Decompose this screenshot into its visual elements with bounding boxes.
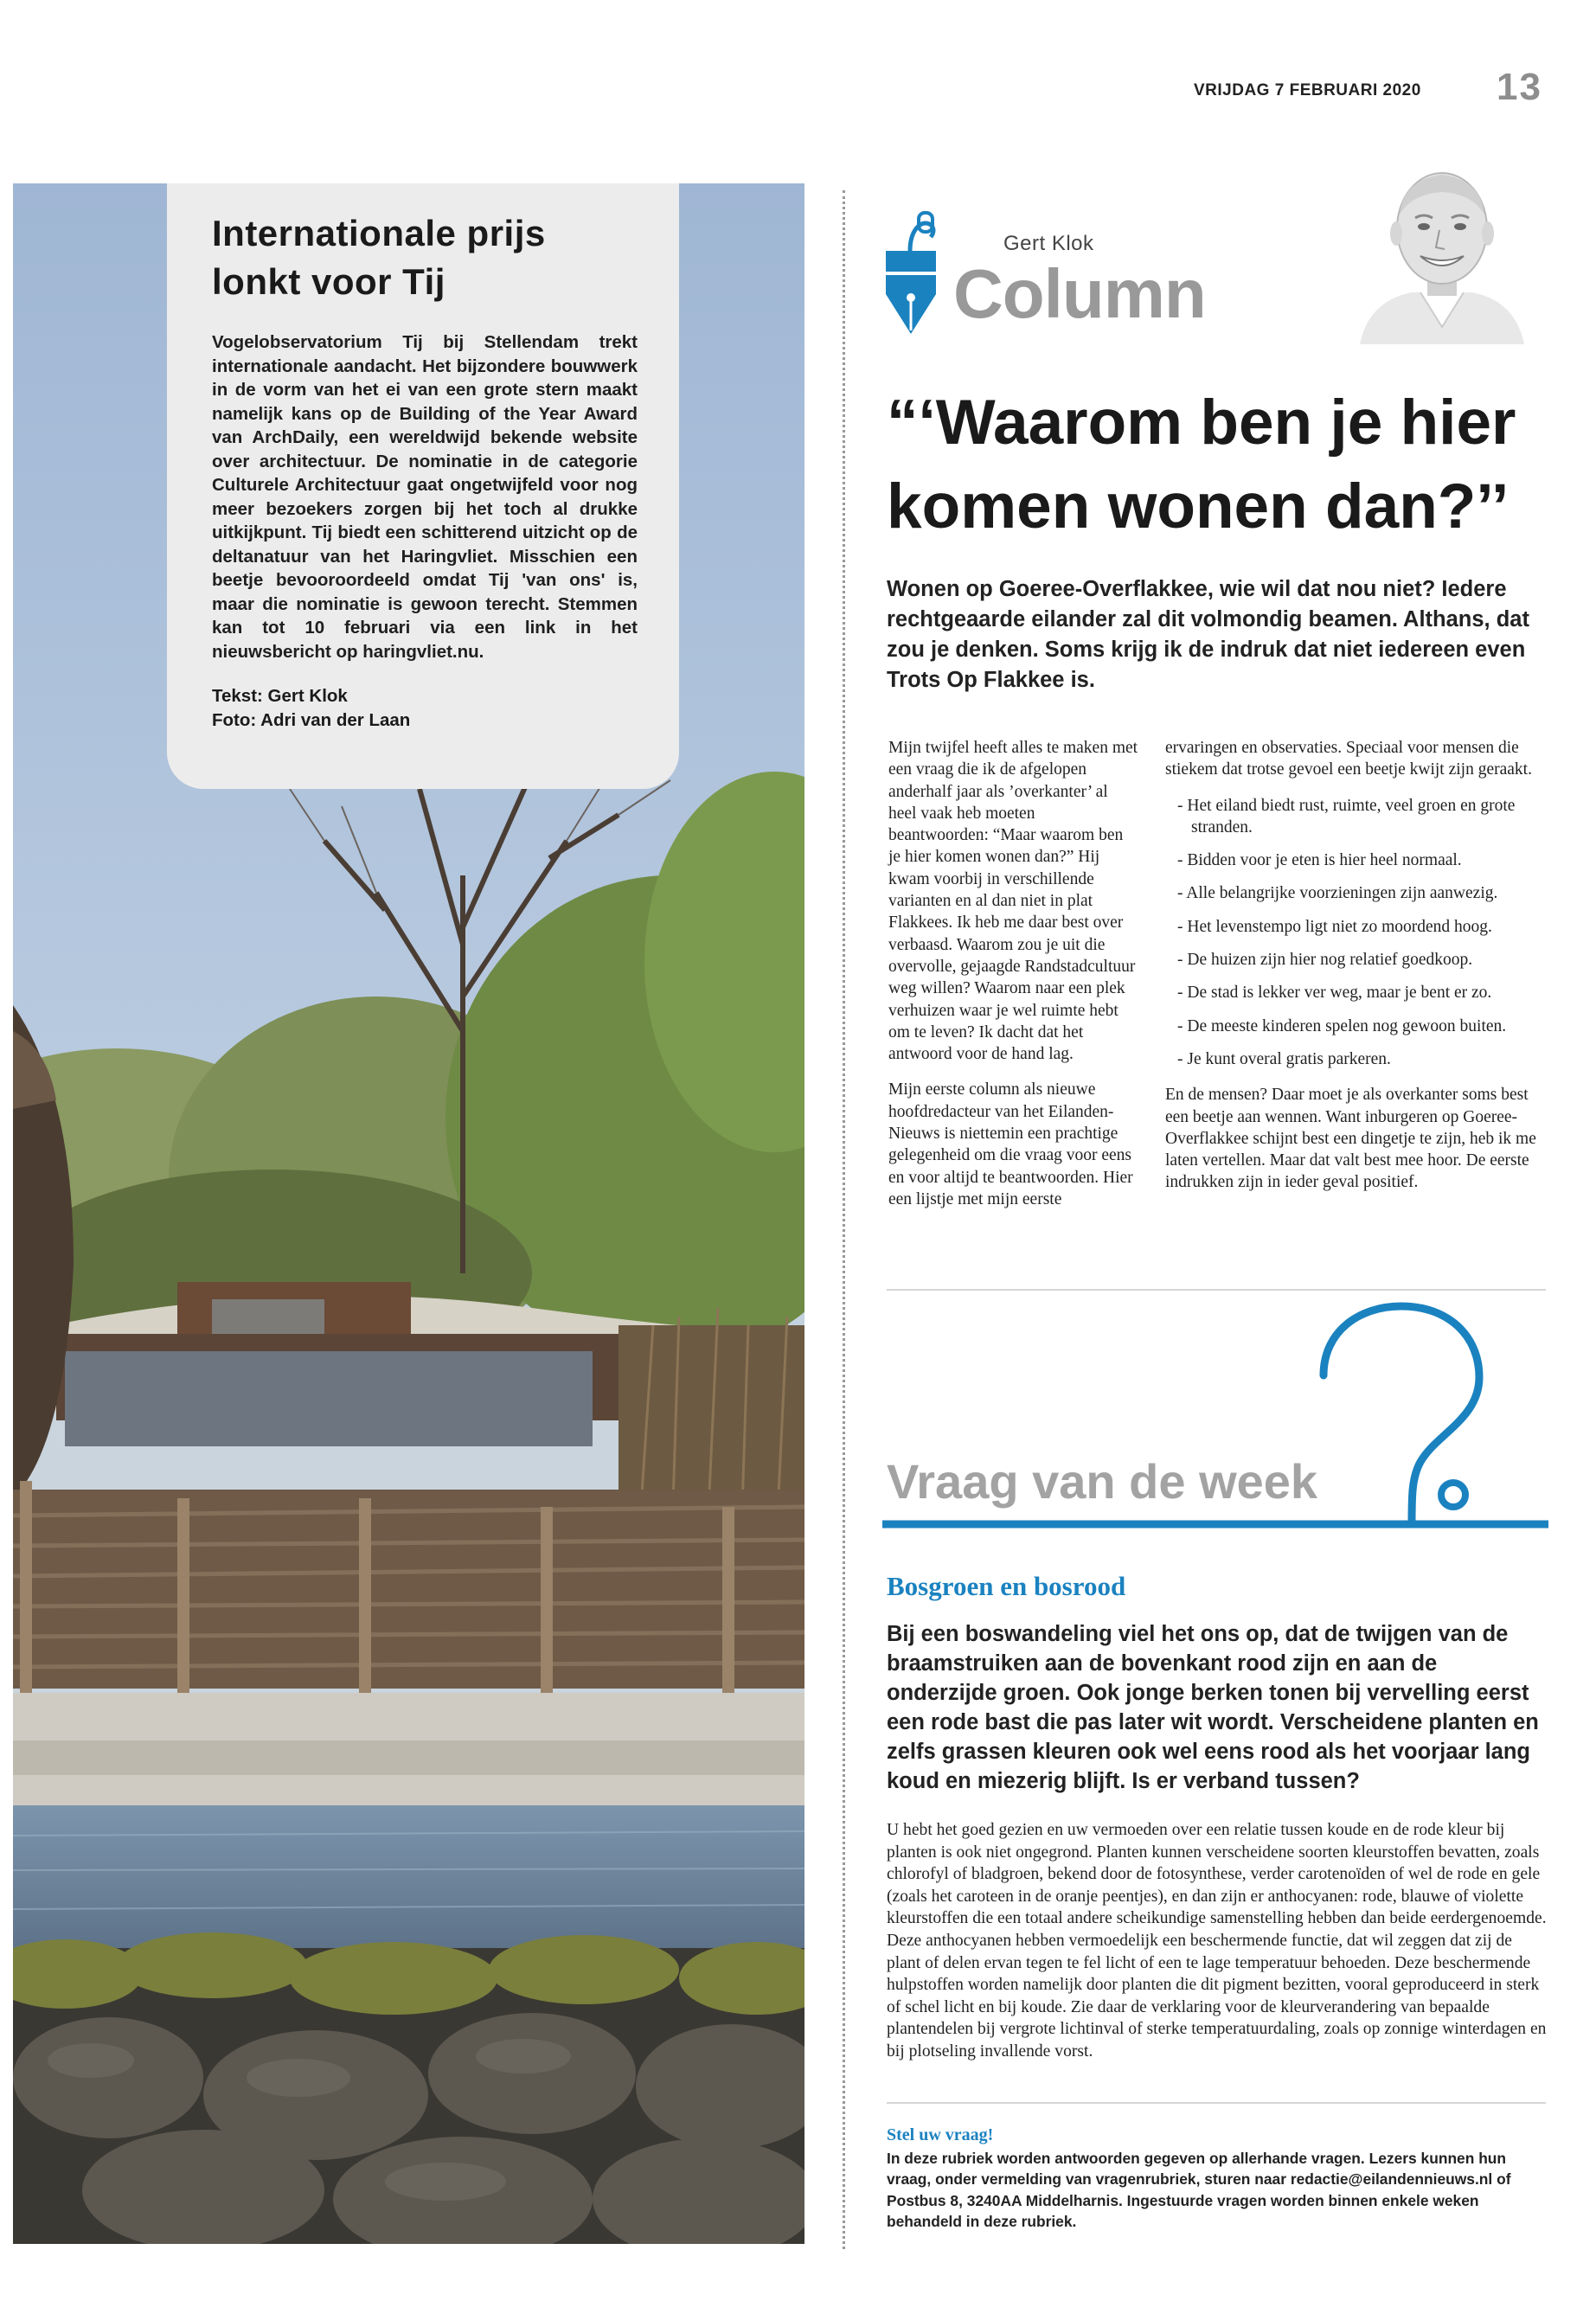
list-item: - Het levenstempo ligt niet zo moordend hoog. xyxy=(1177,917,1492,936)
column-divider xyxy=(843,190,845,2249)
infobox-title-line2: lonkt voor Tij xyxy=(212,261,445,302)
column-intro: Wonen op Goeree-Overflakkee, wie wil dat nou niet? Iedere rechtgeaarde eilander zal dit volmondig beamen. Althans, dat zou je denken. Soms krijg ik de indruk dat niet iedereen even Trots Op Flakkee is. xyxy=(887,577,1529,692)
infobox-credits xyxy=(212,684,638,732)
section-divider xyxy=(887,1289,1546,1291)
infobox-body: Vogelobservatorium Tij bij Stellendam trekt internationale aandacht. Het bijzondere bouwwerk in de vorm van het ei van een grote stern maakt namelijk kans op de Building of the Year Award van ArchDaily, een wereldwijd bekende website over architectuur. De nominatie in de categorie Culturele Architectuur gaat ongetwijfeld voor nog meer bezoekers zorgen bij het toch al drukke uitkijkpunt. Tij biedt een schitterend uitzicht op de deltanatuur van het Haringvliet. Misschien een beetje bevooroordeeld omdat Tij 'van ons' is, maar die nominatie is gewoon terecht. Stemmen kan tot 10 februari via een link in het nieuwsbericht op haringvliet.nu. xyxy=(212,332,638,662)
list-item: - De meeste kinderen spelen nog gewoon buiten. xyxy=(1177,1016,1507,1035)
credit-photo: Foto: Adri van der Laan xyxy=(212,709,411,730)
list-item: - Bidden voor je eten is hier heel normaal. xyxy=(1177,851,1462,870)
column-paragraph-3: ervaringen en observaties. Speciaal voor mensen die stiekem dat trotse gevoel een beetje kwijt zijn geraakt. xyxy=(1165,739,1532,779)
headline-line2: komen wonen dan?’’ xyxy=(887,471,1509,542)
section-divider xyxy=(887,2102,1546,2104)
author-portrait xyxy=(1360,154,1524,344)
credit-text: Tekst: Gert Klok xyxy=(212,686,348,706)
award-infobox xyxy=(167,183,679,789)
column-body-left xyxy=(888,737,1139,1224)
fountain-pen-mouse-icon xyxy=(884,211,938,342)
list-item: - Het eiland biedt rust, ruimte, veel groen en grote stranden. xyxy=(1177,796,1516,836)
list-item: - Alle belangrijke voorzieningen zijn aanwezig. xyxy=(1177,884,1498,903)
vraag-question: Bij een boswandeling viel het ons op, dat de twijgen van de braamstruiken aan de bovenkant rood zijn en aan de onderzijde groen. Ook jonge berken tonen bij vervelling eerst een rode bast die pas later wit wordt. Verscheidene planten en zelfs grassen kleuren ook wel eens rood als het voorjaar lang koud en miezerig blijft. Is er verband tussen? xyxy=(887,1622,1539,1793)
column-headline xyxy=(887,381,1570,548)
vraag-subtitle: Bosgroen en bosrood xyxy=(887,1571,1126,1601)
column-paragraph-4: En de mensen? Daar moet je als overkanter soms best een beetje aan wennen. Want inburgeren op Goeree-Overflakkee schijnt best een dingetje te zijn, heb ik me laten vertellen. Maar dat valt best mee hoor. De eerste indrukken zijn in ieder geval positief. xyxy=(1165,1086,1536,1192)
vraag-label: Vraag van de week xyxy=(887,1454,1318,1509)
list-item: - De stad is lekker ver weg, maar je bent er zo. xyxy=(1177,984,1492,1003)
ask-title: Stel uw vraag! xyxy=(887,2125,994,2144)
list-item: - De huizen zijn hier nog relatief goedkoop. xyxy=(1177,951,1473,970)
column-author: Gert Klok xyxy=(1003,232,1094,255)
column-paragraph-1: Mijn twijfel heeft alles te maken met een vraag die ik de afgelopen anderhalf jaar als ’overkanter’ al heel vaak heb moeten beantwoorden: “Maar waarom ben je hier komen wonen dan?” Hij kwam voorbij in verschillende varianten en al dan niet in plat Flakkees. Ik heb me daar best over verbaasd. Waarom zou je uit die overvolle, gejaagde Randstadcultuur weg willen? Waarom naar een plek verhuizen waar je wel ruimte hebt om te leven? Ik dacht dat het antwoord voor de hand lag. xyxy=(888,739,1138,1064)
column-label: Column xyxy=(953,255,1206,332)
page-number: 13 xyxy=(1497,66,1542,108)
column-paragraph-2: Mijn eerste column als nieuwe hoofdredacteur van het Eilanden-Nieuws is niettemin een prachtige gelegenheid om die vraag voor eens en voor altijd te beantwoorden. Hier een lijstje met mijn eerste xyxy=(888,1080,1133,1208)
column-body-right xyxy=(1165,737,1546,1208)
infobox-title xyxy=(212,209,638,306)
list-item: - Je kunt overal gratis parkeren. xyxy=(1177,1049,1391,1068)
issue-date: VRIJDAG 7 FEBRUARI 2020 xyxy=(1194,81,1421,99)
ask-text: In deze rubriek worden antwoorden gegeven op allerhande vragen. Lezers kunnen hun vraag, onder vermelding van vragenrubriek, sturen naar redactie@eilandennieuws.nl of Postbus 8, 3240AA Middelharnis. Ingestuurde vragen worden binnen enkele weken behandeld in deze rubriek. xyxy=(887,2150,1511,2231)
infobox-title-line1: Internationale prijs xyxy=(212,213,546,253)
vraag-answer: U hebt het goed gezien en uw vermoeden over een relatie tussen koude en de rode kleur bij planten is ook niet ongegrond. Planten kunnen verscheidene soorten kleurstoffen bevatten, zoals chlorofyl of bladgroen, bekend door de fotosynthese, verder carotenoïden of wel de rode en gele (zoals het caroteen in de oranje peentjes), en dan zijn er anthocyanen: rode, blauwe of violette kleurstoffen die een totaal andere scheikundige samenstelling hebben dan beide eerdergenoemde. Deze anthocyanen hebben vermoedelijk een beschermende functie, dat wil zeggen dat zij de plant of delen ervan tegen te fel licht of een te lage temperatuur behoeden. Deze beschermende hulpstoffen worden namelijk door planten die dit pigment bezitten, vooral geproduceerd in sterk of schel licht en bij koude. Zie daar de verklaring voor de kleurverandering van bepaalde plantendelen bij vergrote lichtinval of sterke temperatuurdaling, zoals op zonnige winterdagen en bij plotseling invallende vorst. xyxy=(887,1821,1547,2061)
observations-list xyxy=(1165,795,1546,1071)
headline-line1: “‘Waarom ben je hier xyxy=(887,388,1516,458)
